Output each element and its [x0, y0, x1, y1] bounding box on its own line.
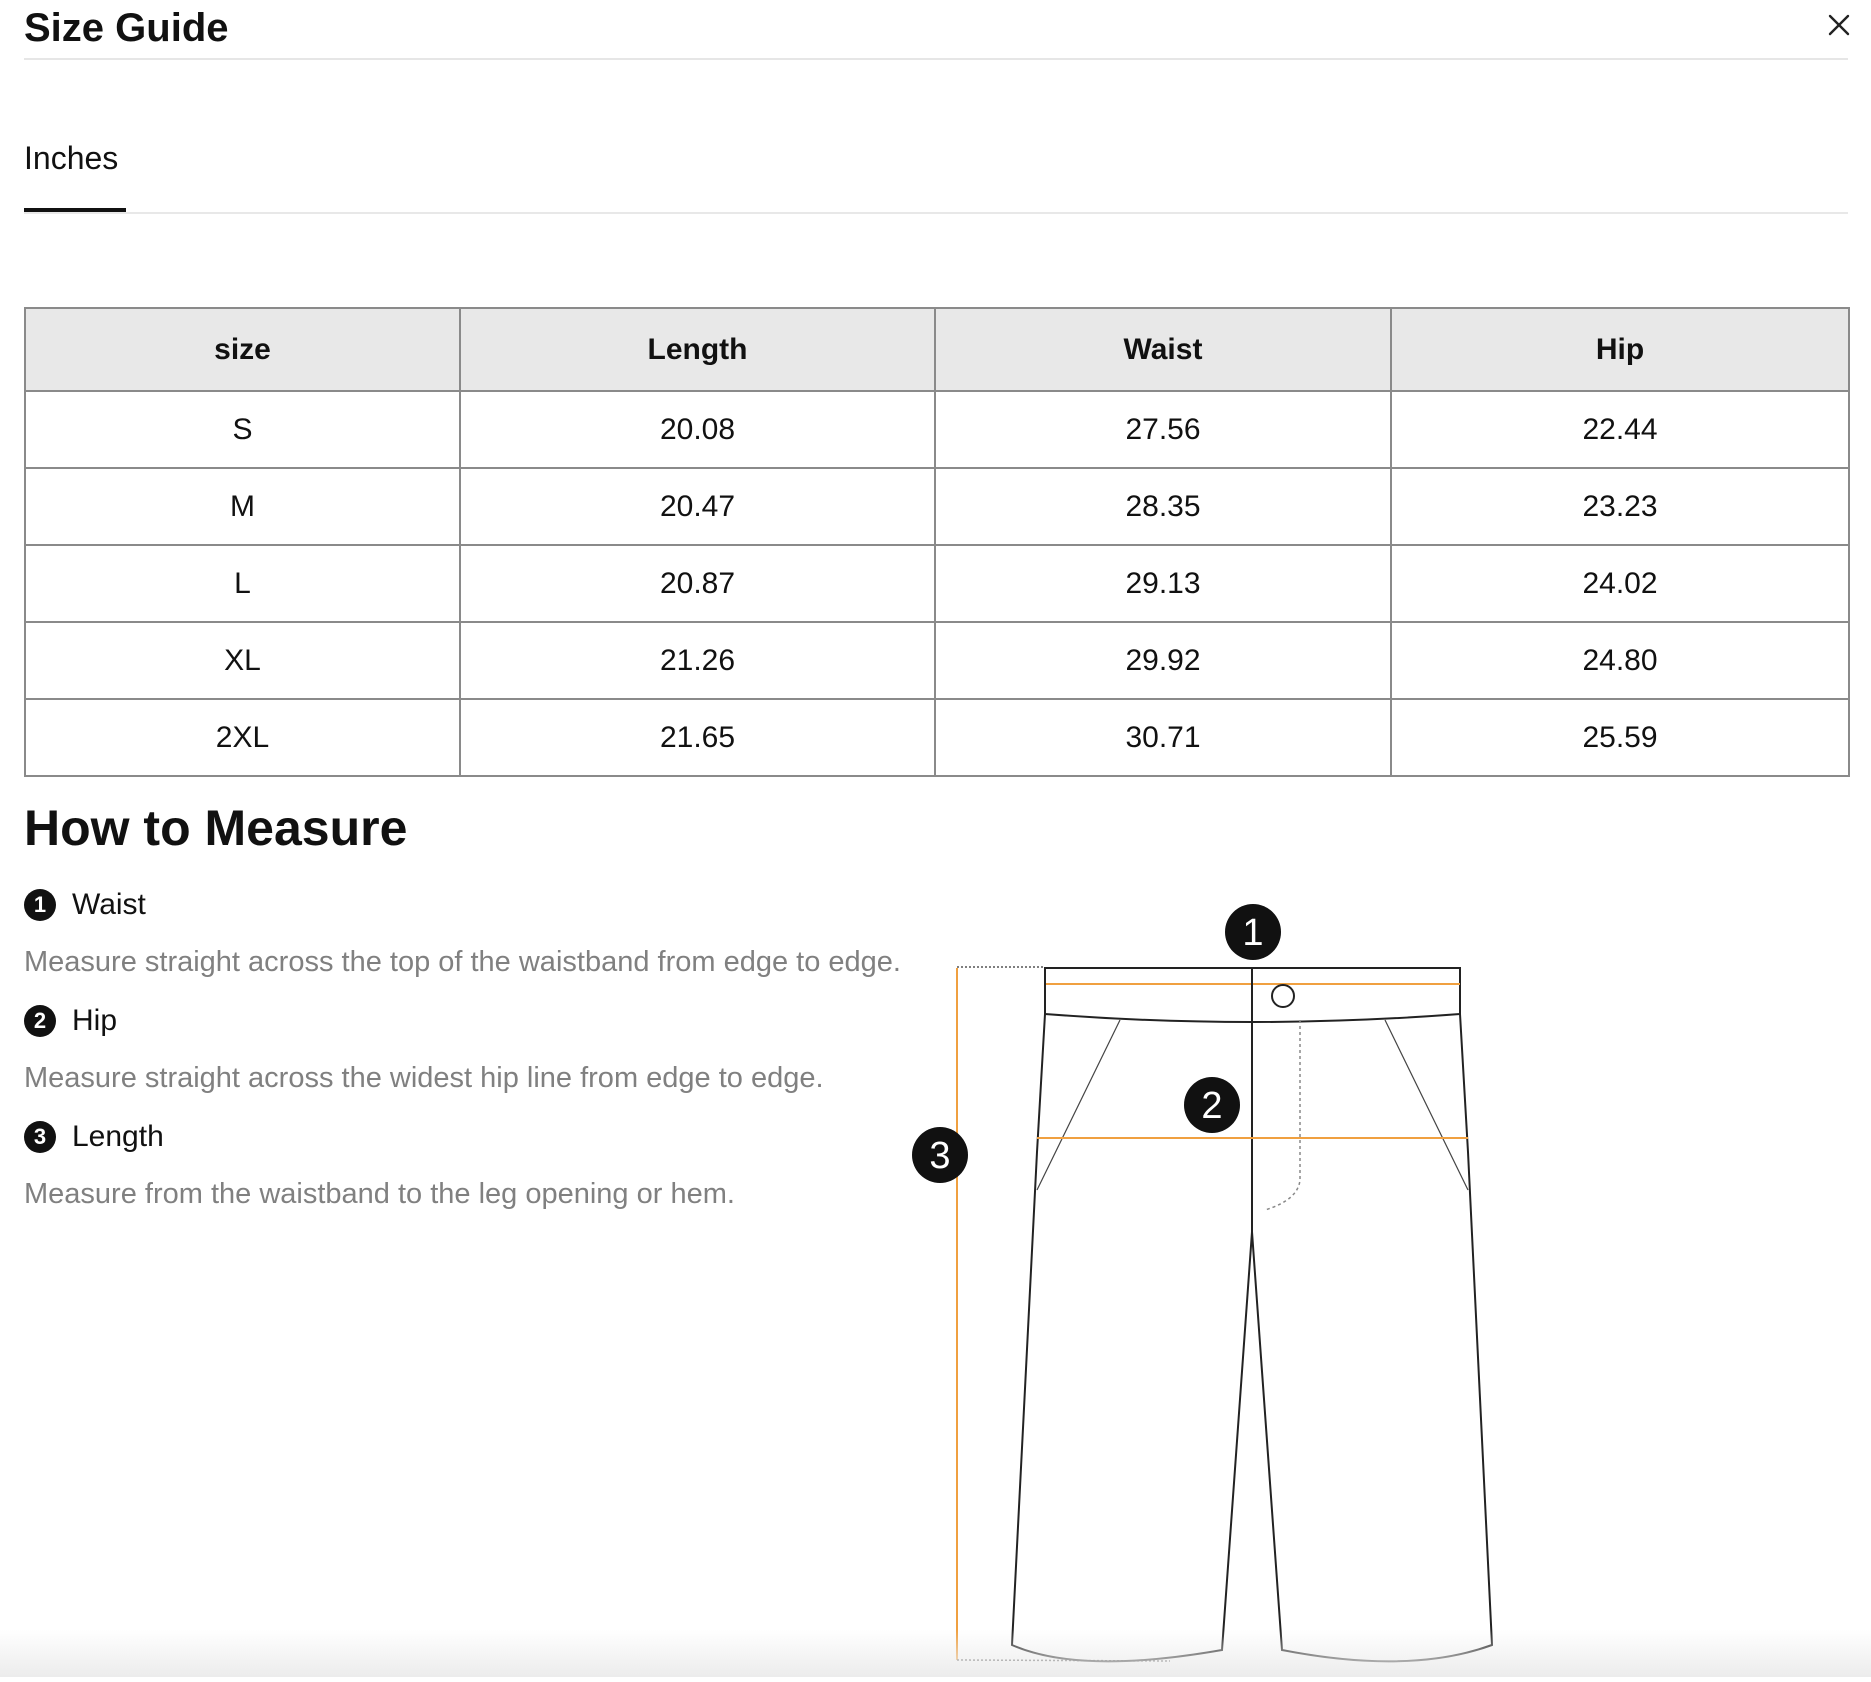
size-chart-table	[24, 307, 1850, 777]
measure-step-hip	[24, 1001, 924, 1097]
length-cell: 20.08	[460, 391, 935, 468]
step-description: Measure straight across the widest hip line from edge to edge.	[24, 1062, 824, 1094]
size-cell: XL	[25, 622, 460, 699]
hip-cell: 25.59	[1391, 699, 1849, 776]
step-description: Measure straight across the top of the waistband from edge to edge.	[24, 946, 901, 978]
column-header-size: size	[25, 308, 460, 391]
active-tab-indicator	[24, 208, 126, 212]
close-icon	[1820, 6, 1858, 44]
length-cell: 21.65	[460, 699, 935, 776]
waist-cell: 27.56	[935, 391, 1391, 468]
table-row	[25, 545, 1849, 622]
length-cell: 20.47	[460, 468, 935, 545]
modal-header	[24, 0, 1848, 60]
hip-cell: 24.80	[1391, 622, 1849, 699]
step-description: Measure from the waistband to the leg opening or hem.	[24, 1178, 735, 1210]
svg-text:3: 3	[929, 1135, 951, 1177]
step-label: Length	[72, 1120, 164, 1153]
page-title: Size Guide	[24, 6, 229, 50]
marker-2-icon	[1184, 1077, 1240, 1133]
unit-tabs	[24, 130, 1848, 214]
table-row	[25, 468, 1849, 545]
step-number-badge: 2	[24, 1005, 56, 1037]
waist-cell: 28.35	[935, 468, 1391, 545]
column-header-hip: Hip	[1391, 308, 1849, 391]
length-cell: 21.26	[460, 622, 935, 699]
size-cell: 2XL	[25, 699, 460, 776]
hip-cell: 23.23	[1391, 468, 1849, 545]
marker-3-icon	[912, 1127, 968, 1183]
table-header-row	[25, 308, 1849, 391]
step-number-badge: 1	[24, 889, 56, 921]
right-leg-outline	[1252, 1014, 1492, 1661]
left-pocket-line	[1037, 1020, 1120, 1190]
size-cell: S	[25, 391, 460, 468]
column-header-length: Length	[460, 308, 935, 391]
tab-inches-label: Inches	[24, 140, 119, 176]
shorts-measurement-diagram	[880, 880, 1520, 1677]
tab-inches[interactable]	[24, 130, 126, 212]
size-cell: L	[25, 545, 460, 622]
waist-cell: 29.13	[935, 545, 1391, 622]
button-icon	[1272, 985, 1294, 1007]
hip-cell: 22.44	[1391, 391, 1849, 468]
right-pocket-line	[1385, 1020, 1468, 1190]
step-label: Waist	[72, 888, 146, 921]
table-row	[25, 391, 1849, 468]
column-header-waist: Waist	[935, 308, 1391, 391]
size-cell: M	[25, 468, 460, 545]
table-row	[25, 699, 1849, 776]
fly-stitching	[1265, 1020, 1300, 1210]
length-cell: 20.87	[460, 545, 935, 622]
close-button[interactable]	[1820, 6, 1858, 44]
step-number-badge: 3	[24, 1121, 56, 1153]
waist-cell: 29.92	[935, 622, 1391, 699]
measure-step-length	[24, 1117, 924, 1213]
shorts-diagram-svg	[880, 880, 1520, 1677]
how-to-measure-heading: How to Measure	[24, 800, 408, 856]
marker-1-icon	[1225, 904, 1281, 960]
waist-cell: 30.71	[935, 699, 1391, 776]
svg-text:1: 1	[1242, 912, 1264, 954]
svg-text:2: 2	[1201, 1085, 1223, 1127]
hip-cell: 24.02	[1391, 545, 1849, 622]
step-label: Hip	[72, 1004, 118, 1037]
table-row	[25, 622, 1849, 699]
measure-step-waist	[24, 885, 924, 981]
